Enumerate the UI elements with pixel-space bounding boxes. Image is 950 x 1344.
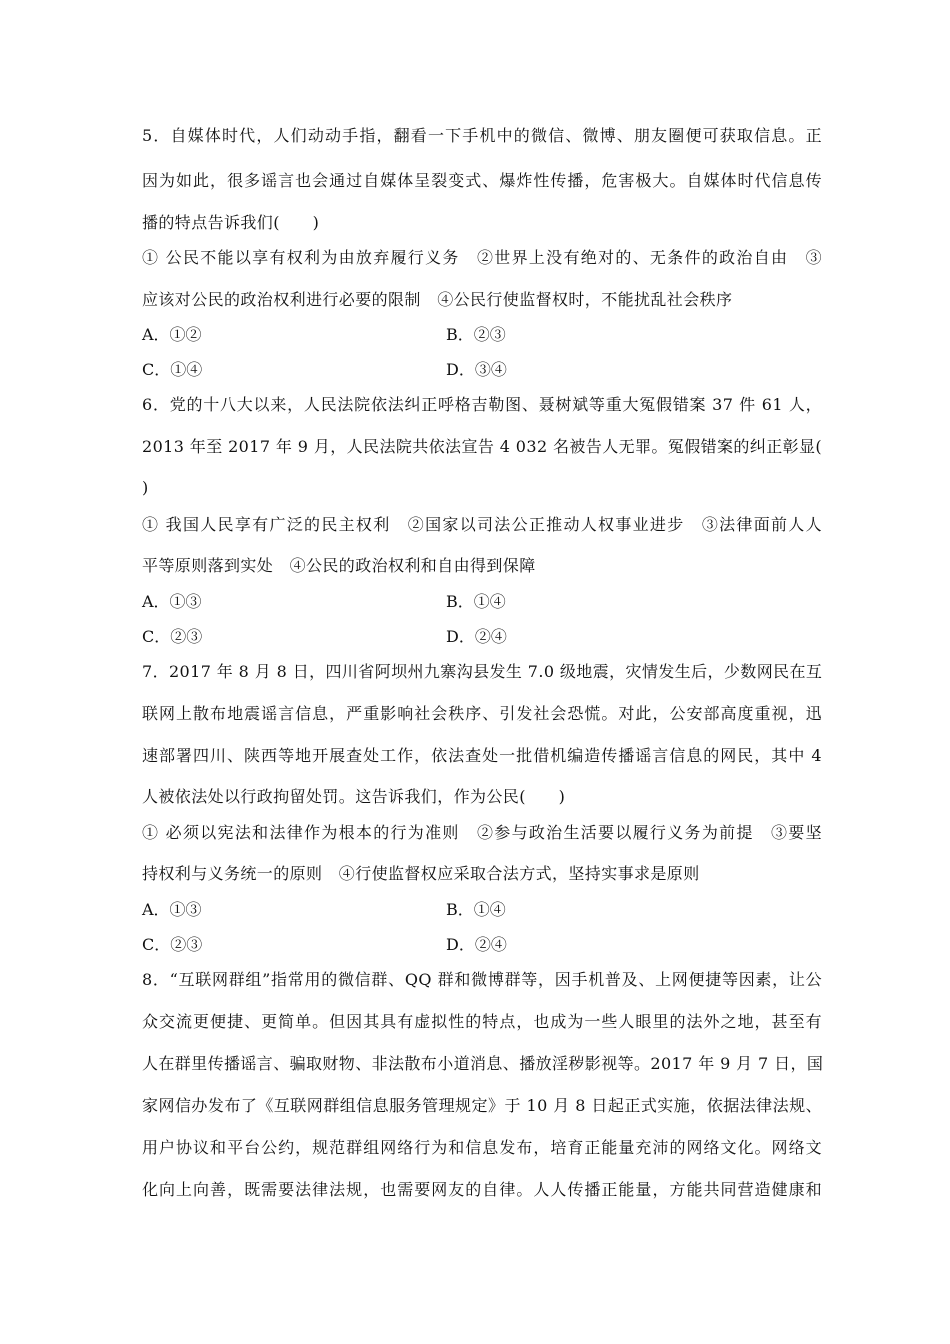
question-6-option-d: D．②④	[446, 627, 507, 646]
question-7-statements-line-1: ① 必须以宪法和法律作为根本的行为准则 ②参与政治生活要以履行义务为前提 ③要坚	[142, 823, 822, 842]
question-5-option-a: A．①②	[142, 325, 202, 344]
question-6-statements-line-2: 平等原则落到实处 ④公民的政治权利和自由得到保障	[142, 556, 536, 575]
question-5-option-d: D．③④	[446, 360, 507, 379]
question-7-line-2: 联网上散布地震谣言信息，严重影响社会秩序、引发社会恐慌。对此，公安部高度重视，迅	[142, 704, 822, 723]
question-7-line-1: 7．2017 年 8 月 8 日，四川省阿坝州九寨沟县发生 7.0 级地震，灾情发生后，少数网民在互	[142, 662, 823, 681]
question-7-statements-line-2: 持权利与义务统一的原则 ④行使监督权应采取合法方式，坚持实事求是原则	[142, 864, 700, 883]
question-5-line-3: 播的特点告诉我们( )	[142, 213, 320, 232]
question-7-option-a: A．①③	[142, 900, 202, 919]
question-5-option-c: C．①④	[142, 360, 203, 379]
question-6-statements-line-1: ① 我国人民享有广泛的民主权利 ②国家以司法公正推动人权事业进步 ③法律面前人人	[142, 515, 822, 534]
question-8-line-2: 众交流更便捷、更简单。但因其具有虚拟性的特点，也成为一些人眼里的法外之地，甚至有	[142, 1012, 822, 1031]
question-6-line-3: )	[142, 478, 149, 497]
question-7-option-b: B．①④	[446, 900, 506, 919]
question-6-line-1: 6．党的十八大以来，人民法院依法纠正呼格吉勒图、聂树斌等重大冤假错案 37 件 61 人，	[142, 395, 822, 414]
question-6-option-c: C．②③	[142, 627, 203, 646]
question-5-line-2: 因为如此，很多谣言也会通过自媒体呈裂变式、爆炸性传播，危害极大。自媒体时代信息传	[142, 171, 822, 190]
question-5-statements-line-2: 应该对公民的政治权利进行必要的限制 ④公民行使监督权时，不能扰乱社会秩序	[142, 290, 733, 309]
question-8-line-5: 用户协议和平台公约，规范群组网络行为和信息发布，培育正能量充沛的网络文化。网络文	[142, 1138, 822, 1157]
question-8-line-6: 化向上向善，既需要法律法规，也需要网友的自律。人人传播正能量，方能共同营造健康和	[142, 1180, 822, 1199]
question-5-line-1: 5．自媒体时代，人们动动手指，翻看一下手机中的微信、微博、朋友圈便可获取信息。正	[142, 126, 822, 145]
question-6-option-a: A．①③	[142, 592, 202, 611]
question-7-line-4: 人被依法处以行政拘留处罚。这告诉我们，作为公民( )	[142, 787, 566, 806]
question-6-option-b: B．①④	[446, 592, 506, 611]
question-7-line-3: 速部署四川、陕西等地开展查处工作，依法查处一批借机编造传播谣言信息的网民，其中 4	[142, 746, 822, 765]
question-6-line-2: 2013 年至 2017 年 9 月，人民法院共依法宣告 4 032 名被告人无罪。冤假错案的纠正彰显(	[142, 437, 823, 456]
question-8-line-1: 8．“互联网群组”指常用的微信群、QQ 群和微博群等，因手机普及、上网便捷等因素，让公	[142, 970, 822, 989]
question-7-option-d: D．②④	[446, 935, 507, 954]
question-7-option-c: C．②③	[142, 935, 203, 954]
question-5-option-b: B．②③	[446, 325, 506, 344]
question-8-line-3: 人在群里传播谣言、骗取财物、非法散布小道消息、播放淫秽影视等。2017 年 9 月 7 日，国	[142, 1054, 824, 1073]
question-5-statements-line-1: ① 公民不能以享有权利为由放弃履行义务 ②世界上没有绝对的、无条件的政治自由 ③	[142, 248, 822, 267]
question-8-line-4: 家网信办发布了《互联网群组信息服务管理规定》于 10 月 8 日起正式实施，依据法律法规、	[142, 1096, 822, 1115]
